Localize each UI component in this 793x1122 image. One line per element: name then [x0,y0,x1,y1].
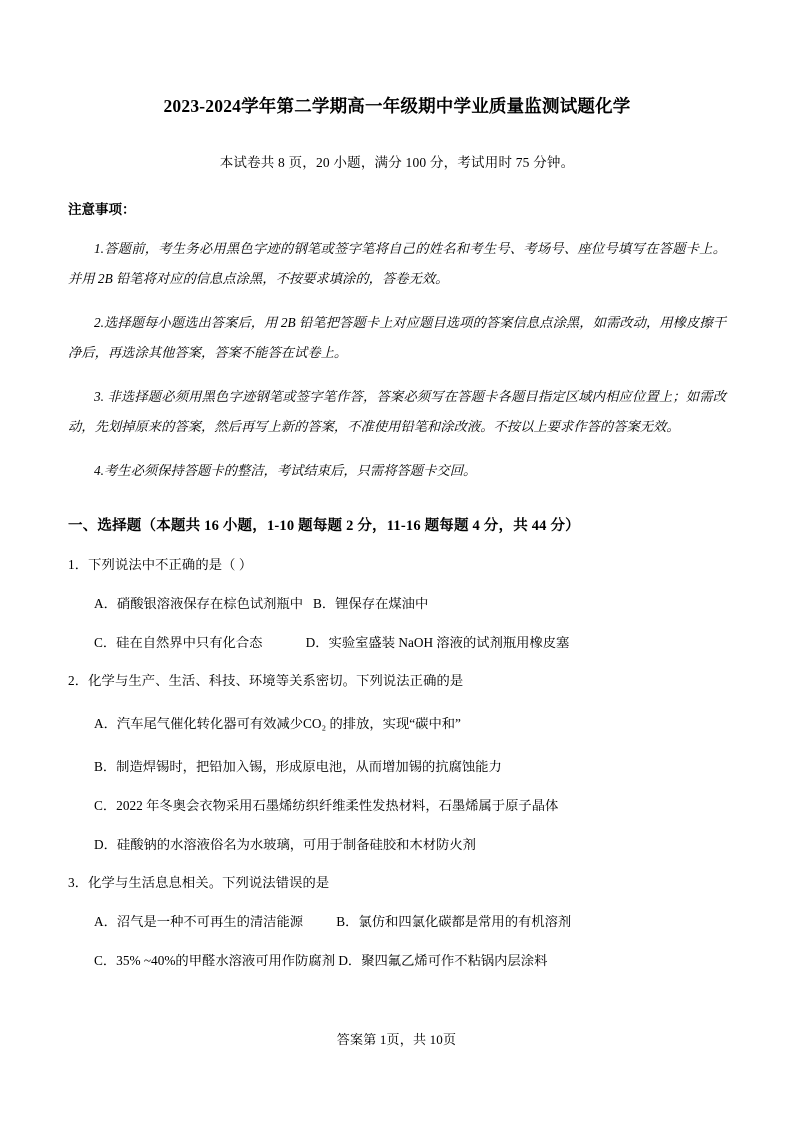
question-1-stem: 1．下列说法中不正确的是（ ） [68,557,253,572]
notice-item-1: 1.答题前，考生务必用黑色字迹的钢笔或签字笔将自己的姓名和考生号、考场号、座位号填写在答题卡上。并用 2B 铅笔将对应的信息点涂黑，不按要求填涂的，答卷无效。 [68,241,726,286]
page-footer: 答案第 1页，共 10页 [336,1032,457,1047]
question-3 [68,872,726,972]
question-2-option-c: C．2022 年冬奥会衣物采用石墨烯纺织纤维柔性发热材料，石墨烯属于原子晶体 [94,798,559,813]
notice-item-3: 3. 非选择题必须用黑色字迹钢笔或签字笔作答，答案必须写在答题卡各题目指定区域内相应位置上；如需改动，先划掉原来的答案，然后再写上新的答案，不准使用铅笔和涂改液。不按以上要求作答的答案无效。 [68,389,726,434]
question-3-stem: 3．化学与生活息息相关。下列说法错误的是 [68,875,330,890]
question-2-option-b: B．制造焊锡时，把铅加入锡，形成原电池，从而增加锡的抗腐蚀能力 [94,759,502,774]
notice-item-2: 2.选择题每小题选出答案后，用 2B 铅笔把答题卡上对应题目选项的答案信息点涂黑，如需改动，用橡皮擦干净后，再选涂其他答案，答案不能答在试卷上。 [68,315,726,360]
notice-heading: 注意事项： [68,202,136,217]
notice-item-4: 4.考生必须保持答题卡的整洁，考试结束后，只需将答题卡交回。 [94,463,477,478]
page-content [68,92,726,972]
question-2-stem: 2．化学与生产、生活、科技、环境等关系密切。下列说法正确的是 [68,673,464,688]
page-title: 2023-2024学年第二学期高一年级期中学业质量监测试题化学 [163,96,631,116]
question-1 [68,554,726,654]
question-1-option-line-2: C．硅在自然界中只有化合态 D．实验室盛装 NaOH 溶液的试剂瓶用橡皮塞 [94,635,570,650]
question-3-option-line-2: C．35% ~40%的甲醛水溶液可用作防腐剂 D．聚四氟乙烯可作不粘锅内层涂料 [94,953,548,968]
question-2-option-a: A．汽车尾气催化转化器可有效减少CO₂ 的排放，实现“碳中和” [94,716,461,731]
question-2-option-d: D．硅酸钠的水溶液俗名为水玻璃，可用于制备硅胶和木材防火剂 [94,837,476,852]
section-heading-choice: 一、选择题（本题共 16 小题，1-10 题每题 2 分，11-16 题每题 4 分，共 44 分） [68,518,580,534]
question-1-option-line-1: A．硝酸银溶液保存在棕色试剂瓶中 B．锂保存在煤油中 [94,596,429,611]
question-3-option-line-1: A．沼气是一种不可再生的清洁能源 B．氯仿和四氯化碳都是常用的有机溶剂 [94,914,572,929]
question-2 [68,670,726,856]
exam-subtitle: 本试卷共 8 页，20 小题，满分 100 分，考试用时 75 分钟。 [219,155,575,170]
